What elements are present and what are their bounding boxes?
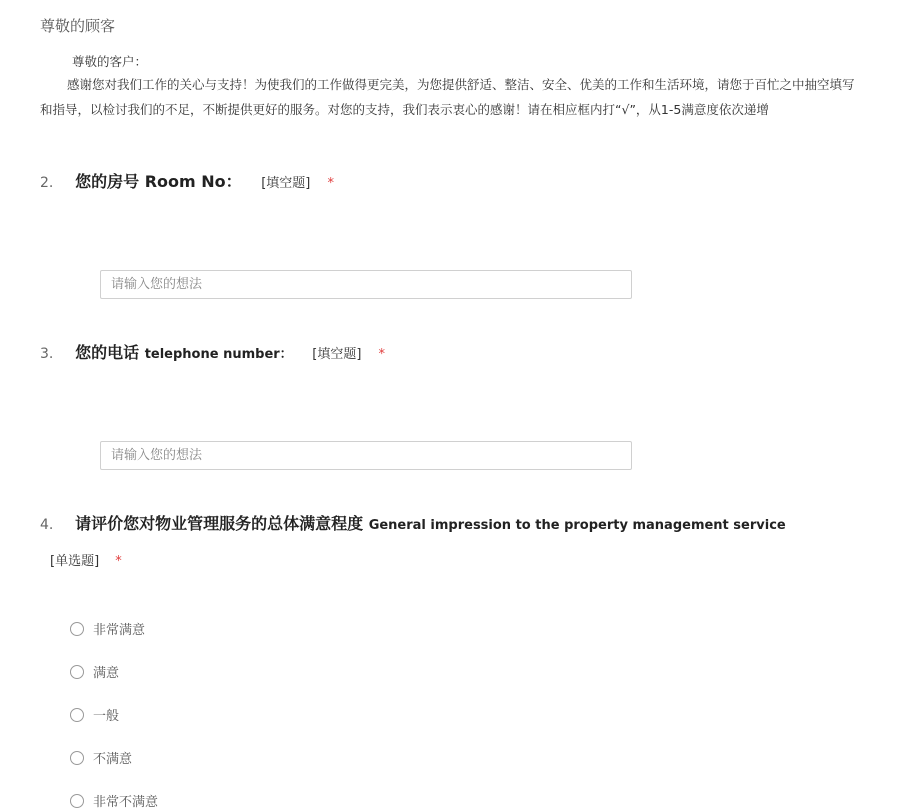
question-4-header (40, 511, 786, 534)
option-label: 非常不满意 (93, 795, 159, 810)
question-number: 4. (40, 517, 54, 533)
required-mark: * (378, 347, 385, 362)
question-title-cn: 您的房号 (75, 172, 140, 191)
radio-icon[interactable] (70, 708, 84, 722)
question-title (75, 172, 247, 191)
question-title (75, 343, 298, 362)
radio-icon[interactable] (70, 622, 84, 636)
option-label: 满意 (93, 666, 120, 681)
radio-icon[interactable] (70, 665, 84, 679)
option-very-satisfied[interactable] (70, 619, 145, 638)
question-title-en: General impression to the property management service (368, 518, 786, 533)
intro-line-2: 和指导，以检讨我们的不足，不断提供更好的服务。对您的支持，我们表示衷心的感谢！请在相应框内打“√”，从1-5满意度依次递增 (40, 102, 769, 117)
question-type-badge: [单选题] (50, 554, 100, 569)
option-neutral[interactable] (70, 705, 119, 724)
radio-icon[interactable] (70, 751, 84, 765)
option-label: 不满意 (93, 752, 133, 767)
question-title-cn: 请评价您对物业管理服务的总体满意程度 (75, 514, 364, 533)
question-title-cn: 您的电话 (75, 343, 140, 362)
question-3-header (40, 340, 385, 363)
telephone-input[interactable] (100, 441, 632, 470)
intro-greeting: 尊敬的客户： (72, 54, 148, 69)
radio-icon[interactable] (70, 794, 84, 808)
question-number: 3. (40, 346, 54, 362)
question-4-type-line (50, 550, 122, 569)
question-title-en: telephone number： (144, 347, 293, 362)
room-number-input[interactable] (100, 270, 632, 299)
survey-intro (40, 52, 900, 122)
option-label: 非常满意 (93, 623, 146, 638)
option-satisfied[interactable] (70, 662, 119, 681)
question-title-en: Room No： (144, 172, 242, 191)
required-mark: * (115, 554, 122, 569)
question-2-header (40, 169, 334, 192)
required-mark: * (327, 176, 334, 191)
question-number: 2. (40, 175, 54, 191)
option-dissatisfied[interactable] (70, 748, 132, 767)
survey-title: 尊敬的顾客 (40, 17, 116, 35)
question-type-badge: [填空题] (261, 176, 311, 191)
intro-line-1: 感谢您对我们工作的关心与支持！为使我们的工作做得更完美，为您提供舒适、整洁、安全、优美的工作和生活环境，请您于百忙之中抽空填写 (67, 77, 855, 92)
option-very-dissatisfied[interactable] (70, 791, 158, 810)
option-label: 一般 (93, 709, 120, 724)
question-type-badge: [填空题] (312, 347, 362, 362)
question-title (75, 514, 786, 533)
